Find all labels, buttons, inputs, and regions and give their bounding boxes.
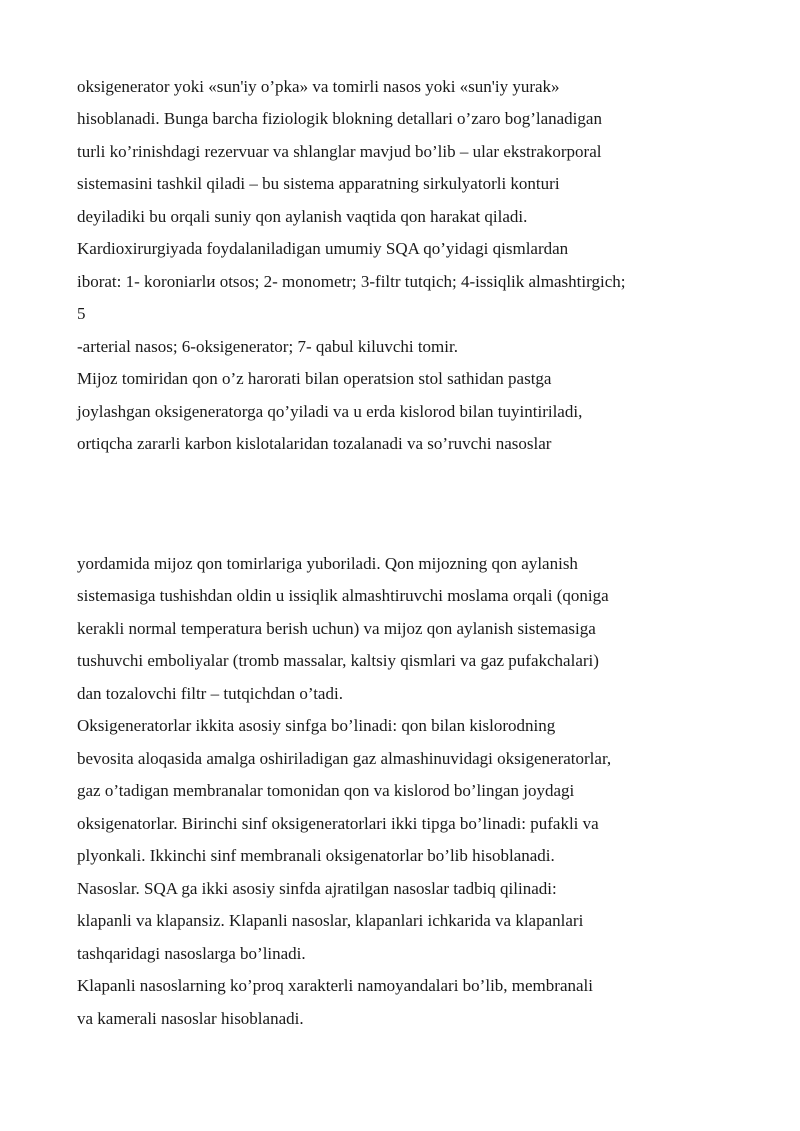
text-line: bevosita aloqasida amalga oshiriladigan gaz almashinuvidagi oksigeneratorlar,	[77, 749, 612, 768]
text-line: Oksigeneratorlar ikkita asosiy sinfga bo’linadi: qon bilan kislorodning	[77, 716, 556, 735]
text-line: tashqaridagi nasoslarga bo’linadi.	[77, 944, 306, 963]
text-line: gaz o’tadigan membranalar tomonidan qon va kislorod bo’lingan joydagi	[77, 781, 575, 800]
text-line: oksigenatorlar. Birinchi sinf oksigeneratorlari ikki tipga bo’linadi: pufakli va	[77, 814, 599, 833]
text-line: plyonkali. Ikkinchi sinf membranali oksigenatorlar bo’lib hisoblanadi.	[77, 846, 555, 865]
text-line: tushuvchi emboliyalar (tromb massalar, kaltsiy qismlari va gaz pufakchalari)	[77, 651, 599, 670]
text-line: Kardioxirurgiyada foydalaniladigan umumiy SQA qo’yidagi qismlardan	[77, 239, 569, 258]
text-line: iborat: 1- koroniarlи otsos; 2- monometr; 3-filtr tutqich; 4-issiqlik almashtirgich;	[77, 272, 626, 291]
text-line: dan tozalovchi filtr – tutqichdan o’tadi.	[77, 684, 343, 703]
text-line: deyiladiki bu orqali suniy qon aylanish vaqtida qon harakat qiladi.	[77, 207, 528, 226]
text-line: turli ko’rinishdagi rezervuar va shlanglar mavjud bo’lib – ular ekstrakorporal	[77, 142, 602, 161]
text-line: Nasoslar. SQA ga ikki asosiy sinfda ajratilgan nasoslar tadbiq qilinadi:	[77, 879, 557, 898]
text-line: kerakli normal temperatura berish uchun) va mijoz qon aylanish sistemasiga	[77, 619, 596, 638]
text-line: 5	[77, 304, 86, 323]
text-line: Klapanli nasoslarning ko’proq xarakterli namoyandalari bo’lib, membranali	[77, 976, 593, 995]
text-line: hisoblanadi. Bunga barcha fiziologik blokning detallari o’zaro bog’lanadigan	[77, 109, 602, 128]
text-line: va kamerali nasoslar hisoblanadi.	[77, 1009, 304, 1028]
text-line: klapanli va klapansiz. Klapanli nasoslar, klapanlari ichkarida va klapanlari	[77, 911, 584, 930]
text-line: sistemasiga tushishdan oldin u issiqlik almashtiruvchi moslama orqali (qoniga	[77, 586, 609, 605]
text-line: Mijoz tomiridan qon o’z harorati bilan operatsion stol sathidan pastga	[77, 369, 552, 388]
text-line: oksigenerator yoki «sun'iy o’pka» va tomirli nasos yoki «sun'iy yurak»	[77, 77, 560, 96]
text-line: -arterial nasos; 6-oksigenerator; 7- qabul kiluvchi tomir.	[77, 337, 458, 356]
text-line: yordamida mijoz qon tomirlariga yuboriladi. Qon mijozning qon aylanish	[77, 554, 578, 573]
text-line: sistemasini tashkil qiladi – bu sistema apparatning sirkulyatorli konturi	[77, 174, 560, 193]
text-line: joylashgan oksigeneratorga qo’yiladi va u erda kislorod bilan tuyintiriladi,	[77, 402, 583, 421]
text-line: ortiqcha zararli karbon kislotalaridan tozalanadi va so’ruvchi nasoslar	[77, 434, 552, 453]
